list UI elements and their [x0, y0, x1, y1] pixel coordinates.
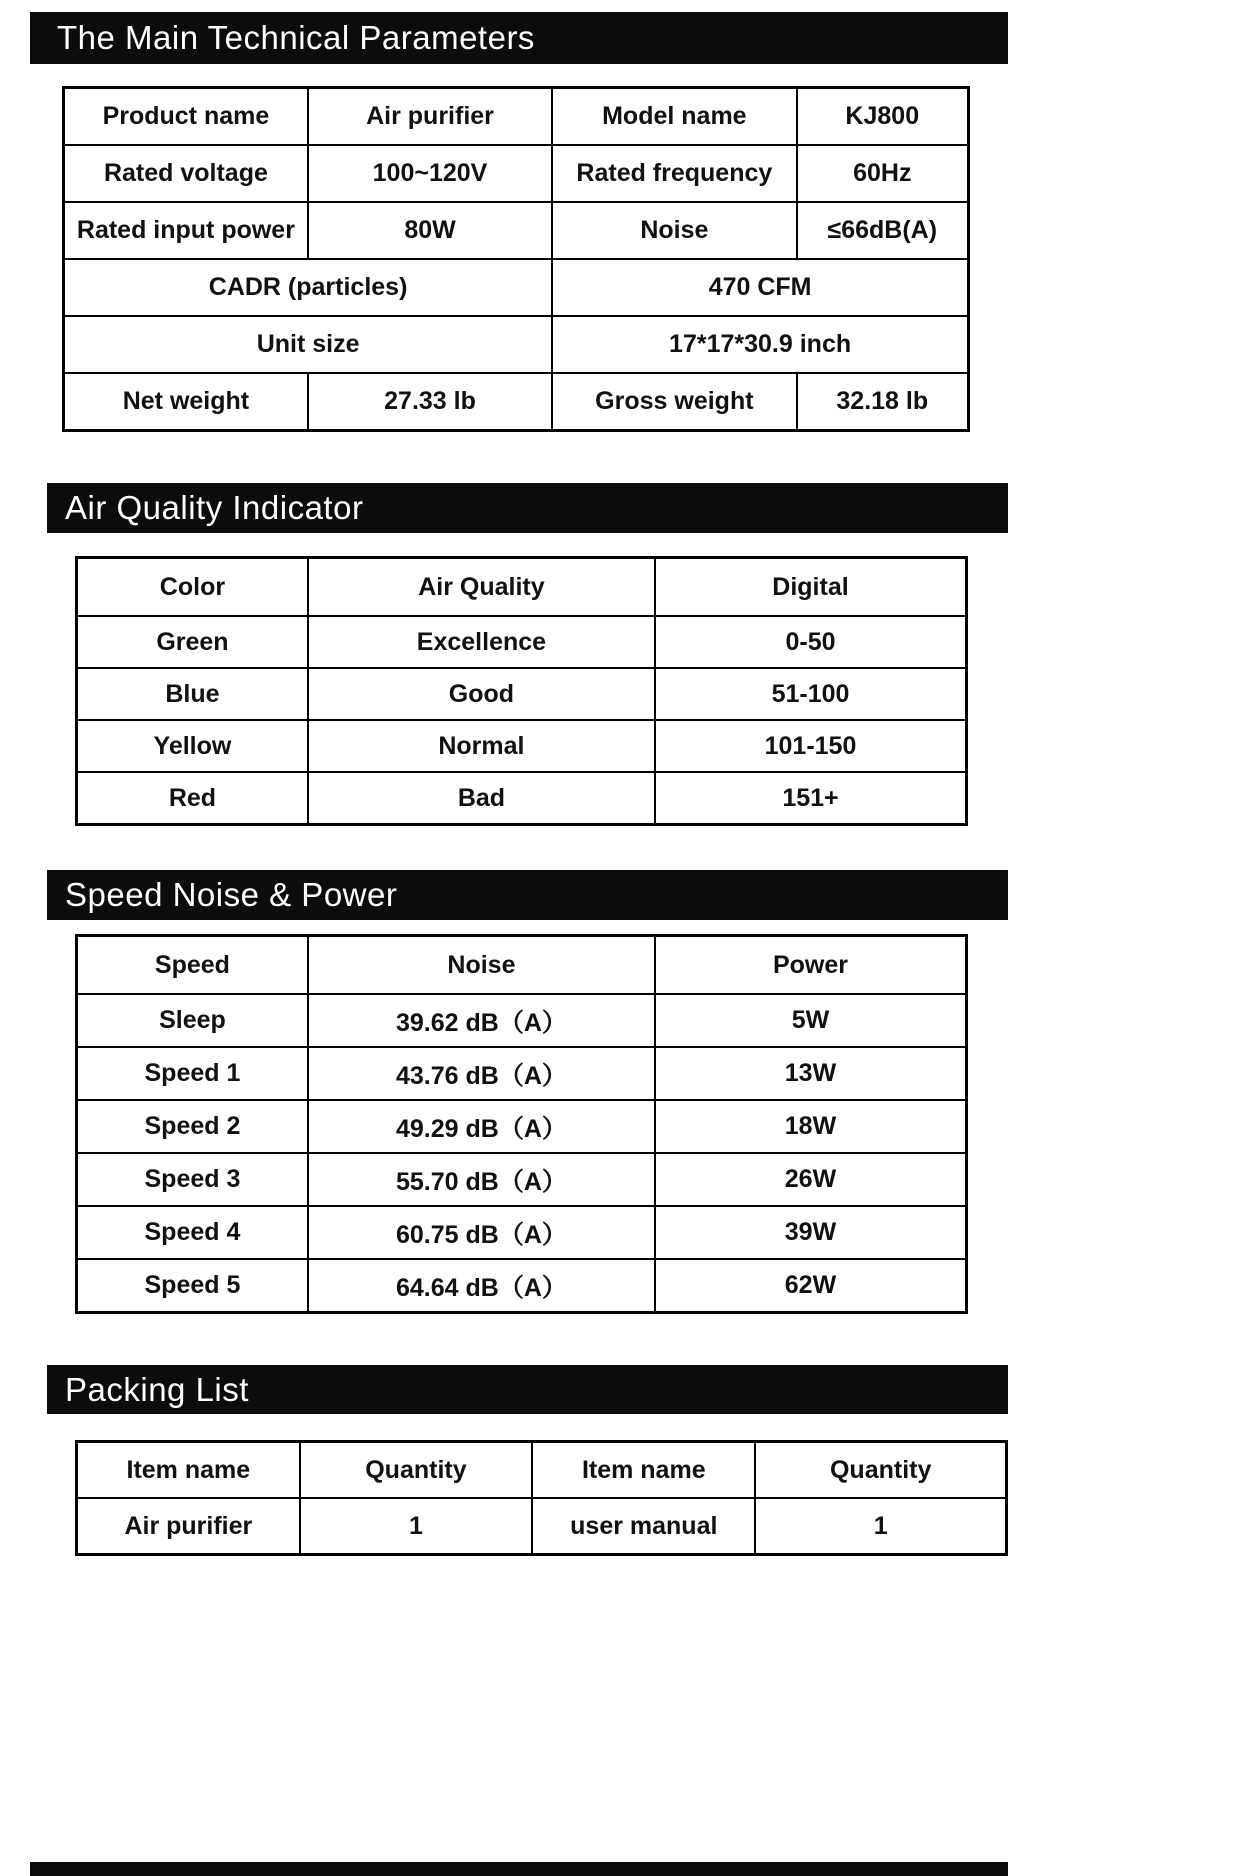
table-cell: 55.70 dB（A） [308, 1153, 655, 1206]
table-cell: Speed 5 [77, 1259, 308, 1313]
table-header-row [77, 558, 967, 617]
table-cell: Unit size [64, 316, 553, 373]
table-header-row [77, 936, 967, 995]
table-cell: Green [77, 616, 308, 668]
table-cell: 43.76 dB（A） [308, 1047, 655, 1100]
speed-noise-power-table [75, 934, 968, 1314]
table-cell: Red [77, 772, 308, 825]
table-cell: 26W [655, 1153, 967, 1206]
main-parameters-table [62, 86, 970, 432]
table-cell: ≤66dB(A) [797, 202, 969, 259]
table-cell: Speed 3 [77, 1153, 308, 1206]
table-cell: Yellow [77, 720, 308, 772]
table-cell: Good [308, 668, 655, 720]
table-cell: CADR (particles) [64, 259, 553, 316]
packing-list-table [75, 1440, 1008, 1556]
table-header-cell: Quantity [755, 1442, 1006, 1499]
table-row [77, 668, 967, 720]
table-row [77, 1153, 967, 1206]
table-cell: 39W [655, 1206, 967, 1259]
table-row [77, 1100, 967, 1153]
table-cell: 17*17*30.9 inch [552, 316, 968, 373]
table-header-row [77, 1442, 1007, 1499]
table-header-cell: Speed [77, 936, 308, 995]
table-cell: 80W [308, 202, 552, 259]
table-cell: 13W [655, 1047, 967, 1100]
table-row [64, 202, 969, 259]
table-header-cell: Power [655, 936, 967, 995]
table-cell: Gross weight [552, 373, 796, 431]
table-cell: Sleep [77, 994, 308, 1047]
table-row [77, 1206, 967, 1259]
table-row [64, 259, 969, 316]
table-header-cell: Item name [77, 1442, 300, 1499]
table-header-cell: Quantity [300, 1442, 533, 1499]
table-row [64, 373, 969, 431]
table-cell: Normal [308, 720, 655, 772]
table-cell: Rated input power [64, 202, 308, 259]
table-cell: Speed 1 [77, 1047, 308, 1100]
table-cell: Blue [77, 668, 308, 720]
table-cell: Bad [308, 772, 655, 825]
table-row [77, 720, 967, 772]
section-header-main-parameters [30, 12, 1008, 64]
table-cell: 32.18 lb [797, 373, 969, 431]
table-row [77, 994, 967, 1047]
table-cell: 51-100 [655, 668, 967, 720]
table-header-cell: Item name [532, 1442, 755, 1499]
table-header-cell: Color [77, 558, 308, 617]
section-title: The Main Technical Parameters [57, 19, 535, 56]
table-cell: Excellence [308, 616, 655, 668]
section-title: Packing List [65, 1370, 249, 1408]
table-cell: Product name [64, 88, 308, 146]
table-cell: 62W [655, 1259, 967, 1313]
table-cell: KJ800 [797, 88, 969, 146]
table-cell: Model name [552, 88, 796, 146]
table-cell: 0-50 [655, 616, 967, 668]
table-row [77, 1259, 967, 1313]
table-cell: 100~120V [308, 145, 552, 202]
table-header-cell: Noise [308, 936, 655, 995]
table-cell: 60Hz [797, 145, 969, 202]
table-header-cell: Digital [655, 558, 967, 617]
section-header-packing-list [47, 1365, 1008, 1414]
table-row [64, 316, 969, 373]
section-header-air-quality [47, 483, 1008, 533]
table-cell: user manual [532, 1498, 755, 1555]
table-cell: Speed 4 [77, 1206, 308, 1259]
table-row [77, 1498, 1007, 1555]
section-title: Air Quality Indicator [65, 489, 364, 526]
section-header-speed-noise-power [47, 870, 1008, 920]
table-row [64, 145, 969, 202]
table-cell: 39.62 dB（A） [308, 994, 655, 1047]
table-cell: Air purifier [308, 88, 552, 146]
table-row [77, 616, 967, 668]
table-cell: 1 [755, 1498, 1006, 1555]
table-row [77, 772, 967, 825]
table-cell: 64.64 dB（A） [308, 1259, 655, 1313]
table-cell: Net weight [64, 373, 308, 431]
table-cell: 18W [655, 1100, 967, 1153]
table-cell: 151+ [655, 772, 967, 825]
table-cell: Air purifier [77, 1498, 300, 1555]
table-cell: 1 [300, 1498, 533, 1555]
table-cell: 60.75 dB（A） [308, 1206, 655, 1259]
table-cell: 470 CFM [552, 259, 968, 316]
section-title: Speed Noise & Power [65, 876, 398, 913]
table-cell: 101-150 [655, 720, 967, 772]
table-cell: 5W [655, 994, 967, 1047]
table-cell: Noise [552, 202, 796, 259]
table-row [77, 1047, 967, 1100]
table-row [64, 88, 969, 146]
air-quality-table [75, 556, 968, 826]
table-cell: Rated frequency [552, 145, 796, 202]
table-cell: 49.29 dB（A） [308, 1100, 655, 1153]
table-cell: Speed 2 [77, 1100, 308, 1153]
table-cell: 27.33 lb [308, 373, 552, 431]
table-cell: Rated voltage [64, 145, 308, 202]
next-section-bar-partial [30, 1862, 1008, 1876]
table-header-cell: Air Quality [308, 558, 655, 617]
